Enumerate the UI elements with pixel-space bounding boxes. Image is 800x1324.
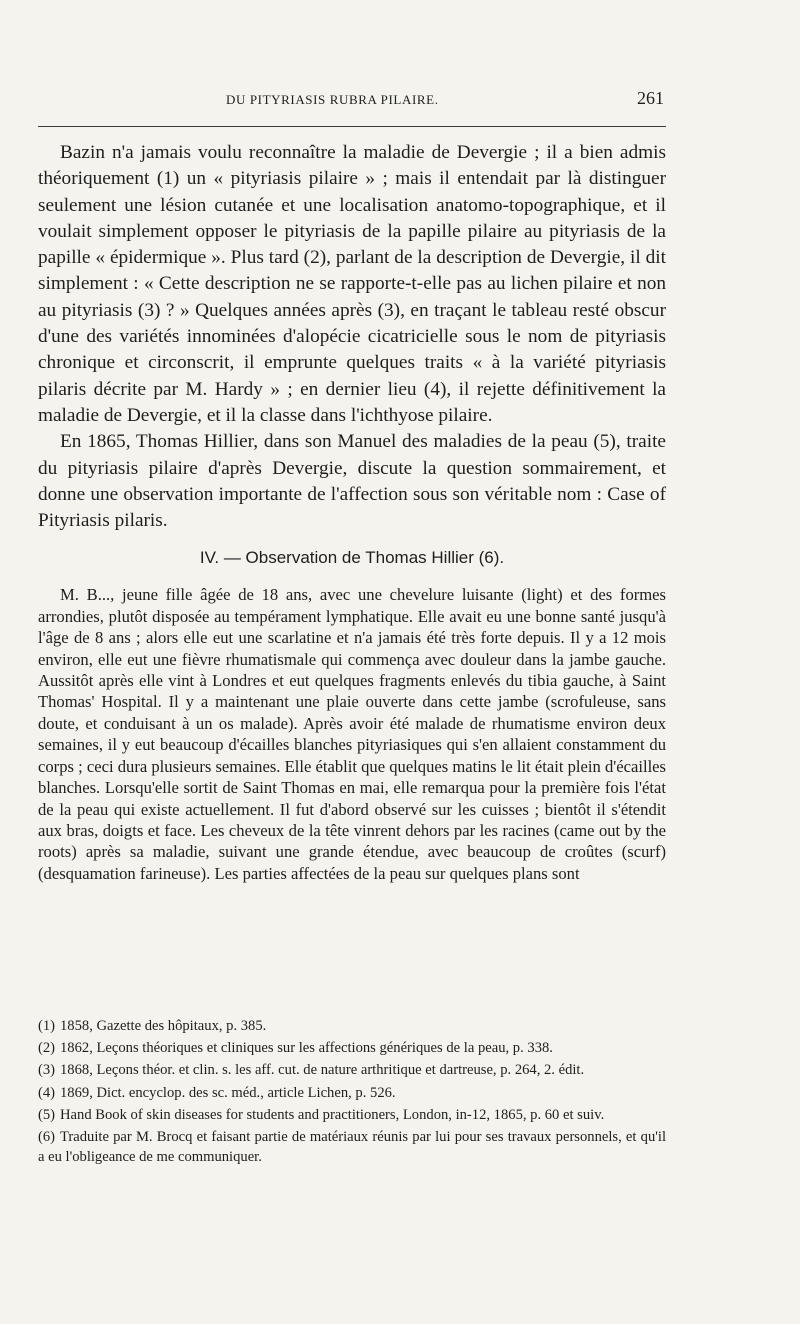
running-title: DU PITYRIASIS RUBRA PILAIRE. <box>226 92 439 107</box>
footnotes <box>38 1016 666 1169</box>
running-header <box>36 88 664 114</box>
footnote-mark: (1) <box>38 1018 56 1034</box>
observation-title: IV. — Observation de Thomas Hillier (6). <box>199 548 505 568</box>
paragraph-bazin <box>38 140 666 429</box>
main-text <box>38 140 666 884</box>
page-number: 261 <box>637 88 664 108</box>
footnote-text: Hand Book of skin diseases for students and practitioners, London, in-12, 1865, p. 60 et suiv. <box>60 1106 605 1123</box>
footnote <box>38 1127 666 1167</box>
footnote-text: 1868, Leçons théor. et clin. s. les aff. cut. de nature arthritique et dartreuse, p. 264, 2. édit. <box>60 1062 585 1079</box>
observation-body: M. B..., jeune fille âgée de 18 ans, avec une chevelure luisante (light) et des formes arrondies, plutôt disposée au tempérament lymphatique. Elle avait eu une bonne santé jusqu'à l'âge de 8 ans ; alors elle eut une scarlatine et n'a jamais été très forte depuis. Il y a 12 mois environ, elle eut une fièvre rhumatismale qui commença avec douleur dans la jambe gauche. Aussitôt après elle vint à Londres et eut quelques fragments enlevés du tibia gauche, à Saint Thomas' Hospital. Il y a maintenant une plaie ouverte dans cette jambe (scrofuleuse, sans doute, et conduisant à un os malade). Après avoir été malade de rhumatisme environ deux semaines, il y eut beaucoup d'écailles blanches pityriasiques qui s'en allaient constamment du corps ; ceci dura plusieurs semaines. Elle établit que quelques matins le lit était plein d'écailles blanches. Lorsqu'elle sortit de Saint Thomas en mai, elle remarqua pour la première fois l'état de la peau qui existe actuellement. Il fut d'abord observé sur les cuisses ; bientôt il s'étendit aux bras, doigts et face. Les cheveux de la tête vinrent dehors par les racines (came out by the roots) après sa maladie, suivant une grande étendue, avec beaucoup de croûtes (scurf) (desquamation farineuse). Les parties affectées de la peau sur quelques plans sont <box>38 585 666 883</box>
observation-text <box>38 584 666 884</box>
footnote <box>38 1038 666 1058</box>
footnote-text: Traduite par M. Brocq et faisant partie de matériaux réunis par lui pour ses travaux personnels, et qu'il a eu l'obligeance de me communiquer. <box>38 1129 666 1166</box>
footnote-mark: (5) <box>38 1106 56 1123</box>
footnote <box>38 1060 666 1080</box>
footnote <box>38 1083 666 1103</box>
footnote-text: 1858, Gazette des hôpitaux, p. 385. <box>60 1018 267 1034</box>
paragraph-hillier-text: En 1865, Thomas Hillier, dans son Manuel des maladies de la peau (5), traite du pityriasis pilaire d'après Devergie, discute la question sommairement, et donne une observation importante de l'affection sous son véritable nom : Case of Pityriasis pilaris. <box>38 431 666 532</box>
paragraph-bazin-text: Bazin n'a jamais voulu reconnaître la maladie de Devergie ; il a bien admis théoriquement (1) un « pityriasis pilaire » ; mais il entendait par là distinguer seulement une lésion cutanée et une localisation anatomo-topographique, et il voulait simplement opposer le pityriasis de la papille pilaire au pityriasis de la papille « épidermique ». Plus tard (2), parlant de la description de Devergie, il dit simplement : « Cette description ne se rapporte-t-elle pas au lichen pilaire et non au pityriasis (3) ? » Quelques années après (3), en traçant le tableau resté obscur d'une des variétés innominées d'alopécie cicatricielle sous le nom de pityriasis chronique et circonscrit, il emprunte quelques traits « à la variété pityriasis pilaris décrite par M. Hardy » ; en dernier lieu (4), il rejette définitivement la maladie de Devergie, et il la classe dans l'ichthyose pilaire. <box>38 142 666 426</box>
footnote-text: 1869, Dict. encyclop. des sc. méd., article Lichen, p. 526. <box>60 1084 396 1101</box>
footnote-text: 1862, Leçons théoriques et cliniques sur les affections génériques de la peau, p. 338. <box>60 1040 553 1057</box>
footnote-mark: (2) <box>38 1040 56 1057</box>
footnote <box>38 1105 666 1125</box>
header-rule <box>38 126 666 127</box>
paragraph-hillier <box>38 429 666 534</box>
footnote-mark: (4) <box>38 1084 56 1101</box>
footnote <box>38 1016 666 1036</box>
footnote-mark: (3) <box>38 1062 56 1079</box>
footnote-mark: (6) <box>38 1129 56 1146</box>
